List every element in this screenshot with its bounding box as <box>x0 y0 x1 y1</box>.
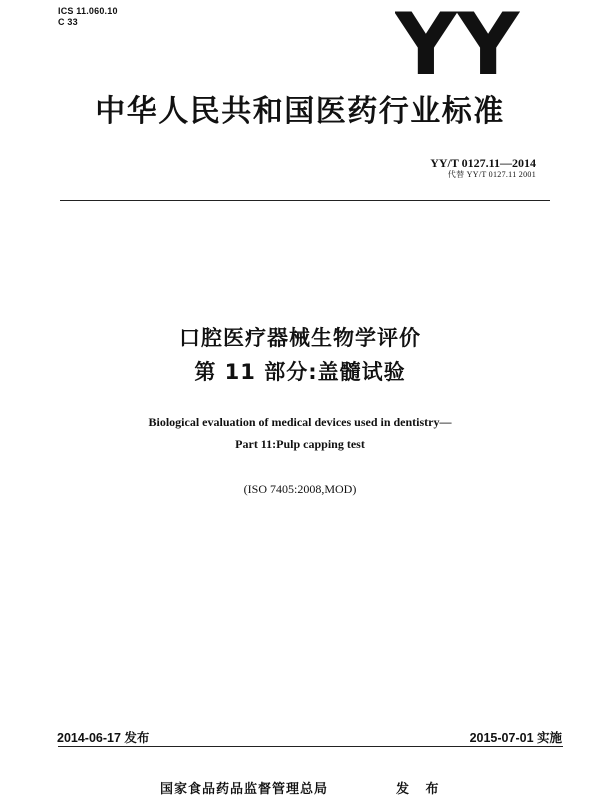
document-title-en-line1: Biological evaluation of medical devices used in dentistry— <box>148 415 452 429</box>
header-divider <box>60 200 550 201</box>
ics-code: ICS 11.060.10 <box>58 6 118 16</box>
issue-date: 2014-06-17 发布 <box>57 731 150 745</box>
publisher-name: 国家食品药品监督管理总局 <box>160 782 329 797</box>
implementation-date: 2015-07-01 实施 <box>469 731 562 745</box>
standard-code-block <box>430 156 536 180</box>
document-title-cn-line1: 口腔医疗器械生物学评价 <box>179 326 421 350</box>
publish-label: 发 布 <box>396 782 445 797</box>
replaces-standard: 代替 YY/T 0127.11 2001 <box>447 170 536 179</box>
yy-logo <box>395 4 520 80</box>
standard-category-title: 中华人民共和国医药行业标准 <box>95 94 505 129</box>
standard-number: YY/T 0127.11—2014 <box>430 156 536 170</box>
ccs-code: C 33 <box>58 17 78 27</box>
iso-reference: (ISO 7405:2008,MOD) <box>243 482 357 496</box>
document-title-cn-line2: 第 11 部分:盖髓试验 <box>194 360 406 384</box>
classification-codes <box>58 6 118 28</box>
footer-divider <box>58 746 563 747</box>
document-title-en-line2: Part 11:Pulp capping test <box>235 437 365 451</box>
yy-logo-text: YY <box>395 4 520 80</box>
